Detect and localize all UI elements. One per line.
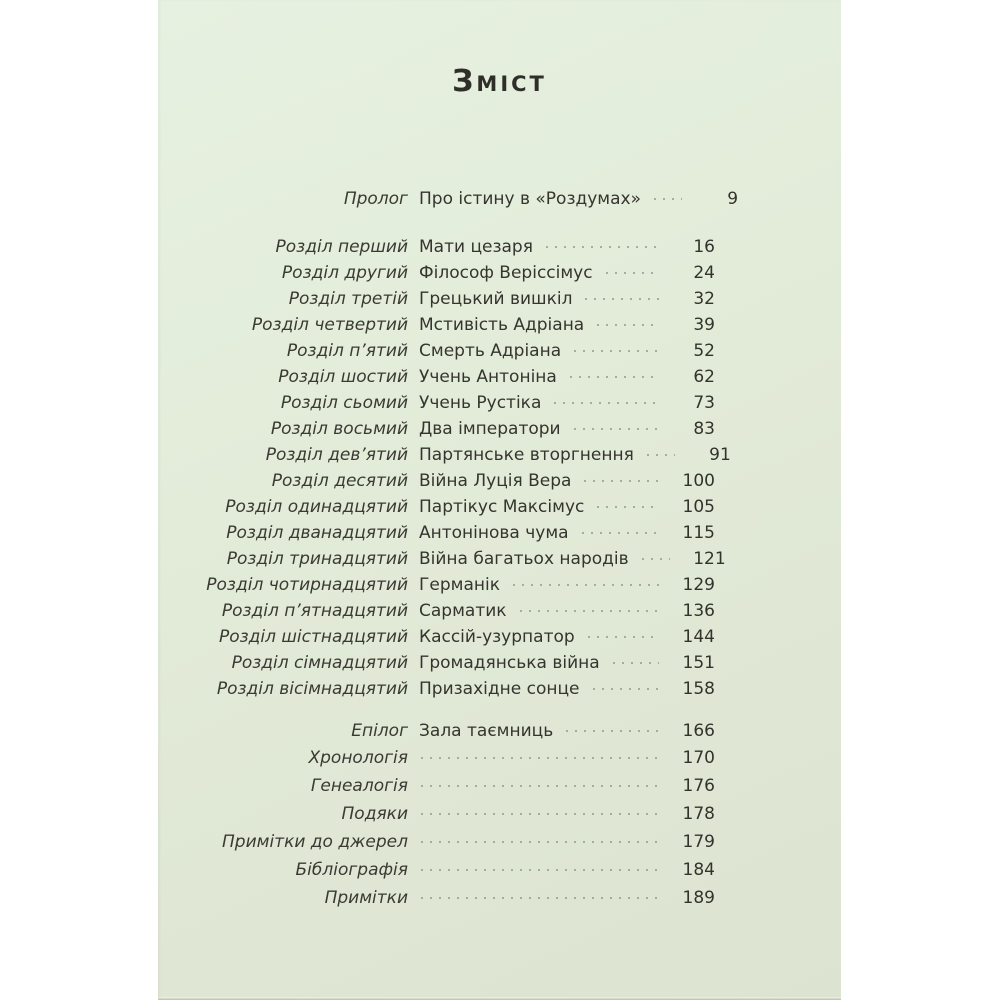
- dot-leader: [421, 841, 659, 843]
- dot-leader: [613, 662, 659, 664]
- dot-leader: [582, 532, 659, 534]
- chapter-label: Примітки: [324, 888, 408, 908]
- chapter-title: Германік: [419, 575, 500, 595]
- chapter-title: Учень Рустіка: [419, 393, 542, 413]
- chapter-label: Генеалогія: [310, 776, 408, 796]
- chapter-label: Розділ десятий: [271, 471, 408, 491]
- dot-leader: [513, 584, 659, 586]
- dot-leader: [520, 610, 659, 612]
- dot-leader: [588, 636, 659, 638]
- page-number: 105: [682, 497, 715, 517]
- page-number: 32: [693, 289, 715, 309]
- chapter-title: Зала таємниць: [419, 721, 554, 741]
- toc-entry: [158, 468, 715, 494]
- chapter-title: Грецький вишкіл: [419, 289, 573, 309]
- page-number: 158: [682, 679, 715, 699]
- dot-leader: [642, 558, 670, 560]
- toc-entry: [158, 650, 715, 676]
- page-number: 166: [682, 721, 715, 741]
- toc-entry: [158, 624, 715, 650]
- chapter-title: Мстивість Адріана: [419, 315, 585, 335]
- page-number: 176: [682, 776, 715, 796]
- dot-leader: [421, 785, 659, 787]
- toc-title: Зміст: [452, 64, 547, 99]
- chapter-title: Призахідне сонце: [419, 679, 580, 699]
- toc-entry: [158, 884, 715, 912]
- chapter-title: Громадянська війна: [419, 653, 600, 673]
- toc-entry-epilogue: [158, 718, 715, 744]
- page-number: 62: [693, 367, 715, 387]
- dot-leader: [546, 246, 659, 248]
- dot-leader: [570, 376, 659, 378]
- toc-entry: [158, 364, 715, 390]
- toc-entry: [158, 828, 715, 856]
- toc-entry: [158, 260, 715, 286]
- backmatter-list: [158, 744, 715, 912]
- dot-leader: [597, 506, 659, 508]
- chapter-label: Розділ вісімнадцятий: [216, 679, 408, 699]
- page-number: 52: [693, 341, 715, 361]
- chapter-label: Розділ п’ятий: [286, 341, 408, 361]
- page-number: 129: [682, 575, 715, 595]
- chapter-label: Примітки до джерел: [222, 832, 408, 852]
- page-number: 179: [682, 832, 715, 852]
- table-of-contents: [158, 186, 739, 912]
- page-number: 83: [693, 419, 715, 439]
- dot-leader: [421, 813, 659, 815]
- dot-leader: [597, 324, 659, 326]
- toc-entry-prologue: [158, 186, 739, 212]
- dot-leader: [606, 272, 659, 274]
- toc-entry: [158, 286, 715, 312]
- page-number: 178: [682, 804, 715, 824]
- chapter-title: Смерть Адріана: [419, 341, 562, 361]
- page-number: 39: [693, 315, 715, 335]
- section-gap: [158, 212, 715, 234]
- chapter-label: Розділ чотирнадцятий: [206, 575, 408, 595]
- page-number: 136: [682, 601, 715, 621]
- chapter-title: Партікус Максімус: [419, 497, 585, 517]
- section-gap: [158, 702, 715, 718]
- chapter-label: Розділ перший: [275, 237, 408, 257]
- dot-leader: [574, 350, 659, 352]
- chapter-label: Розділ другий: [281, 263, 408, 283]
- chapter-label: Розділ восьмий: [270, 419, 408, 439]
- toc-entry: [158, 520, 715, 546]
- chapter-title: Кассій-узурпатор: [419, 627, 575, 647]
- chapter-label: Пролог: [343, 189, 408, 209]
- toc-entry: [158, 234, 715, 260]
- page-number: 189: [682, 888, 715, 908]
- dot-leader: [554, 402, 659, 404]
- dot-leader: [647, 454, 675, 456]
- page-number: 170: [682, 748, 715, 768]
- chapter-title: Мати цезаря: [419, 237, 533, 257]
- chapter-title: Сарматик: [419, 601, 507, 621]
- toc-entry: [158, 390, 715, 416]
- chapter-label: Розділ шістнадцятий: [218, 627, 408, 647]
- chapter-label: Розділ третій: [288, 289, 408, 309]
- chapter-label: Подяки: [341, 804, 408, 824]
- page-number: 115: [682, 523, 715, 543]
- page-number: 121: [693, 549, 726, 569]
- dot-leader: [566, 730, 659, 732]
- chapter-list: [158, 234, 731, 702]
- chapter-title: Про істину в «Роздумах»: [419, 189, 642, 209]
- chapter-label: Розділ сьомий: [280, 393, 408, 413]
- chapter-label: Розділ тринадцятий: [226, 549, 408, 569]
- chapter-title: Війна Луція Вера: [419, 471, 572, 491]
- chapter-title: Війна багатьох народів: [419, 549, 629, 569]
- toc-entry: [158, 442, 731, 468]
- page-number: 24: [693, 263, 715, 283]
- toc-entry: [158, 338, 715, 364]
- chapter-label: Розділ сімнадцятий: [231, 653, 408, 673]
- page-number: 73: [693, 393, 715, 413]
- toc-entry: [158, 800, 715, 828]
- toc-entry: [158, 744, 715, 772]
- chapter-title: Філософ Веріссімус: [419, 263, 593, 283]
- chapter-title: Учень Антоніна: [419, 367, 557, 387]
- dot-leader: [585, 298, 659, 300]
- dot-leader: [421, 869, 659, 871]
- toc-entry: [158, 312, 715, 338]
- chapter-label: Епілог: [351, 721, 408, 741]
- toc-entry: [158, 676, 715, 702]
- chapter-label: Розділ п’ятнадцятий: [221, 601, 408, 621]
- chapter-label: Бібліографія: [295, 860, 408, 880]
- chapter-label: Розділ дванадцятий: [226, 523, 408, 543]
- page-number: 91: [709, 445, 731, 465]
- chapter-label: Розділ одинадцятий: [225, 497, 408, 517]
- page-number: 16: [693, 237, 715, 257]
- toc-entry: [158, 546, 726, 572]
- chapter-label: Розділ дев’ятий: [265, 445, 408, 465]
- page-number: 9: [727, 189, 739, 209]
- page-number: 100: [682, 471, 715, 491]
- toc-entry: [158, 598, 715, 624]
- toc-entry: [158, 772, 715, 800]
- chapter-title: Партянське вторгнення: [419, 445, 634, 465]
- chapter-title: Два імператори: [419, 419, 561, 439]
- dot-leader: [654, 198, 682, 200]
- toc-entry: [158, 572, 715, 598]
- dot-leader: [574, 428, 659, 430]
- page-number: 151: [682, 653, 715, 673]
- page-number: 184: [682, 860, 715, 880]
- toc-entry: [158, 416, 715, 442]
- page-number: 144: [682, 627, 715, 647]
- dot-leader: [593, 688, 660, 690]
- chapter-label: Хронологія: [308, 748, 408, 768]
- book-page: [158, 0, 841, 1000]
- chapter-title: Антонінова чума: [419, 523, 569, 543]
- chapter-label: Розділ четвертий: [251, 315, 408, 335]
- toc-entry: [158, 856, 715, 884]
- dot-leader: [421, 897, 659, 899]
- toc-entry: [158, 494, 715, 520]
- chapter-label: Розділ шостий: [278, 367, 408, 387]
- dot-leader: [421, 757, 659, 759]
- dot-leader: [584, 480, 659, 482]
